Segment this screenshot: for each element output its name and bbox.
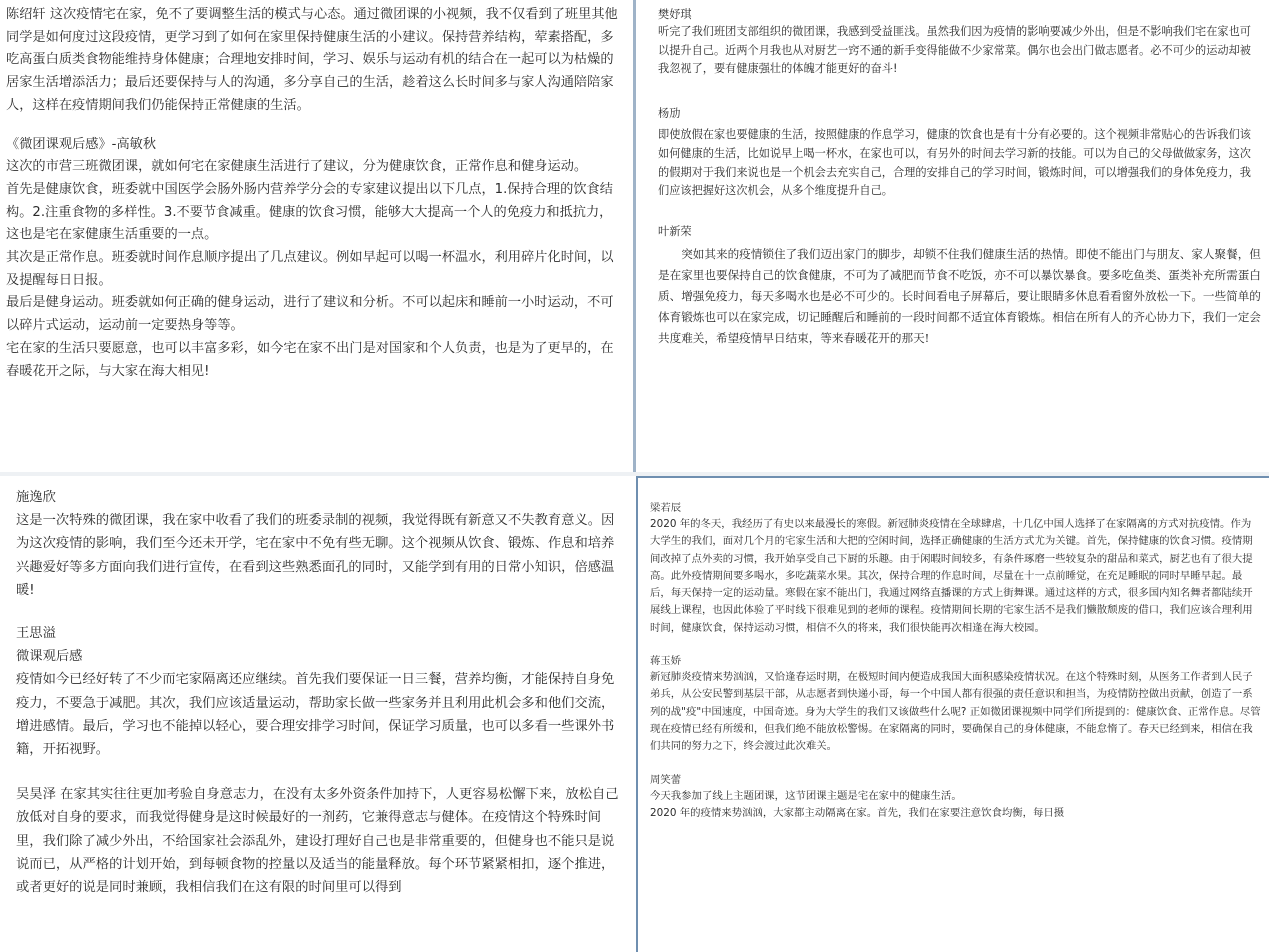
essay-paragraph: 即使放假在家也要健康的生活，按照健康的作息学习，健康的饮食也是有十分有必要的。这个视频非常贴心的告诉我们该如何健康的生活，比如说早上喝一杯水，在家也可以，有另外的时间去学习新的技能。可以为自己的父母做做家务，这次的假期对于我们来说也是一个机会去充实自己，合理的安排自己的学习时间，锻炼时间，可以增强我们的身体免疫力，我们应该把握好这次机会，从多个维度提升自己。 — [658, 128, 1251, 198]
essay-subtitle: 微课观后感 — [16, 649, 83, 665]
essay-paragraph: 宅在家的生活只要愿意，也可以丰富多彩，如今宅在家不出门是对国家和个人负责，也是为了更早的，在春暖花开之际，与大家在海大相见! — [6, 340, 614, 379]
essay-title-gao-minqiu: 《微团课观后感》-高敏秋 — [6, 136, 157, 152]
essay-paragraph: 最后是健身运动。班委就如何正确的健身运动，进行了建议和分析。不可以起床和睡前一小时运动，不可以碎片式运动，运动前一定要热身等等。 — [6, 295, 614, 334]
author-name: 叶新荣 — [658, 224, 692, 238]
essay-paragraph: 疫情如今已经好转了不少而宅家隔离还应继续。首先我们要保证一日三餐，营养均衡，才能保持自身免疫力，不要急于减肥。其次，我们应该适量运动，帮助家长做一些家务并且利用此机会多和他们交流，增进感情。最后，学习也不能掉以轻心，要合理安排学习时间，保证学习质量，也可以多看一些课外书籍，开拓视野。 — [16, 672, 615, 758]
author-name: 杨劢 — [658, 107, 681, 121]
panel-bottom-left — [0, 476, 633, 952]
essay-paragraph: 吴昊泽 在家其实往往更加考验自身意志力，在没有太多外资条件加持下，人更容易松懈下来，放松自己 放低对自身的要求，而我觉得健身是这时候最好的一剂药，它兼得意志与健体。在疫情这个特殊时间里，我们除了减少外出，不给国家社会添乱外，建设打理好自己也是非常重要的，但健身也不能只是说说而已，从严格的计划开始，到每顿食物的控量以及适当的能量释放。每个环节紧紧相扣，逐个推进，或者更好的说是同时兼顾，我相信我们在这有限的时间里可以得到 — [16, 787, 619, 896]
essay-chen-shaoxuan: 陈绍轩 这次疫情宅在家，免不了要调整生活的模式与心态。通过微团课的小视频，我不仅看到了班里其他同学是如何度过这段疫情，更学习到了如何在家里保持健康生活的小建议。保持营养结构，荤素搭配，多吃高蛋白质类食物能维持身体健康；合理地安排时间，学习、娱乐与运动有机的结合在一起可以为枯燥的居家生活增添活力；最后还要保持与人的沟通，多分享自己的生活，趁着这么长时间多与家人沟通陪陪家人，这样在疫情期间我们仍能保持正常健康的生活。 — [6, 7, 618, 113]
essay-paragraph: 这是一次特殊的微团课，我在家中收看了我们的班委录制的视频，我觉得既有新意又不失教育意义。因为这次疫情的影响，我们至今还未开学，宅在家中不免有些无聊。这个视频从饮食、锻炼、作息和培养兴趣爱好等多方面向我们进行宣传，在看到这些熟悉面孔的同时，又能学到有用的日常小知识，倍感温暖! — [16, 513, 615, 598]
essay-paragraph: 听完了我们班团支部组织的微团课，我感到受益匪浅。虽然我们因为疫情的影响要减少外出，但是不影响我们宅在家也可以提升自己。近两个月我也从对厨艺一窍不通的新手变得能做不少家常菜。偶尔也会出门做志愿者。必不可少的运动却被我忽视了，要有健康强壮的体魄才能更好的奋斗! — [658, 25, 1251, 76]
author-name: 樊妤琪 — [658, 8, 692, 21]
author-name: 施逸欣 — [16, 490, 56, 505]
essay-paragraph: 2020 年的冬天，我经历了有史以来最漫长的寒假。新冠肺炎疫情在全球肆虐，十几亿中国人选择了在家隔离的方式对抗疫情。作为大学生的我们，面对几个月的宅家生活和大把的空闲时间，选择正确健康的生活方式尤为关键。首先，保持健康的饮食习惯。疫情期间改掉了点外卖的习惯，我开始享受自己下厨的乐趣。由于闲暇时间较多，有条件琢磨一些较复杂的甜品和菜式，厨艺也有了很大提高。此外疫情期间要多喝水，多吃蔬菜水果。其次，保持合理的作息时间，尽量在十一点前睡觉，在充足睡眠的同时早睡早起。最后，每天保持一定的运动量。寒假在家不能出门，我通过网络直播课的方式上街舞课。通过这样的方式，很多国内知名舞者都陆续开展线上课程，也因此体验了平时线下很难见到的老师的课程。疫情期间长期的宅家生活不是我们懒散颓废的借口，我们应该合理利用时间，健康饮食，保持运动习惯，相信不久的将来，我们很快能再次相逢在海大校园。 — [650, 518, 1253, 634]
author-name: 梁若辰 — [650, 502, 682, 514]
essay-paragraph: 新冠肺炎疫情来势汹汹，又恰逢春运时期，在极短时间内便造成我国大面积感染疫情状况。在这个特殊时刻，从医务工作者到人民子弟兵，从公安民警到基层干部，从志愿者到快递小哥，每一个中国人都有很强的责任意识和担当，为疫情防控做出贡献，创造了一系列的战"疫"中国速度，中国奇迹。身为大学生的我们又该做些什么呢? 正如微团课视频中同学们所提到的：健康饮食、正常作息。尽管现在疫情已经有所缓和，但我们绝不能放松警惕。在家隔离的同时，要确保自己的身体健康，不能怠惰了。春天已经到来，相信在我们共同的努力之下，终会渡过此次难关。 — [650, 671, 1261, 753]
author-name: 王思溢 — [16, 626, 56, 642]
essay-paragraph: 2020 年的疫情来势汹汹，大家都主动隔离在家。首先，我们在家要注意饮食均衡，每日摄 — [650, 806, 1065, 819]
essay-paragraph: 这次的市营三班微团课，就如何宅在家健康生活进行了建议，分为健康饮食，正常作息和健身运动。 — [6, 159, 588, 175]
panel-top-right — [636, 0, 1269, 472]
essay-paragraph: 突如其来的疫情锁住了我们迈出家门的脚步，却锁不住我们健康生活的热情。即使不能出门与朋友、家人聚餐，但是在家里也要保持自己的饮食健康，不可为了减肥而节食不吃饭，亦不可以暴饮暴食。要多吃鱼类、蛋类补充所需蛋白质、增强免疫力，每天多喝水也是必不可少的。长时间看电子屏幕后，要让眼睛多休息看看窗外放松一下。一些简单的体育锻炼也可以在家完成，切记睡醒后和睡前的一段时间都不适宜体育锻炼。相信在所有人的齐心协力下，我们一定会共度难关，希望疫情早日结束，等来春暖花开的那天! — [658, 246, 1261, 345]
panel-top-left — [0, 0, 633, 472]
essay-paragraph: 其次是正常作息。班委就时间作息顺序提出了几点建议。例如早起可以喝一杯温水，利用碎片化时间，以及提醒每日日报。 — [6, 250, 614, 288]
panel-bottom-right — [636, 476, 1269, 952]
essay-paragraph: 今天我参加了线上主题团课，这节团课主题是宅在家中的健康生活。 — [650, 789, 962, 802]
author-name: 周笑蕾 — [650, 773, 682, 786]
author-name: 蒋玉娇 — [650, 655, 682, 668]
essay-paragraph: 首先是健康饮食，班委就中国医学会肠外肠内营养学分会的专家建议提出以下几点，1.保持合理的饮食结构。2.注重食物的多样性。3.不要节食减重。健康的饮食习惯，能够大大提高一个人的免疫力和抵抗力，这也是宅在家健康生活重要的一点。 — [6, 181, 613, 243]
